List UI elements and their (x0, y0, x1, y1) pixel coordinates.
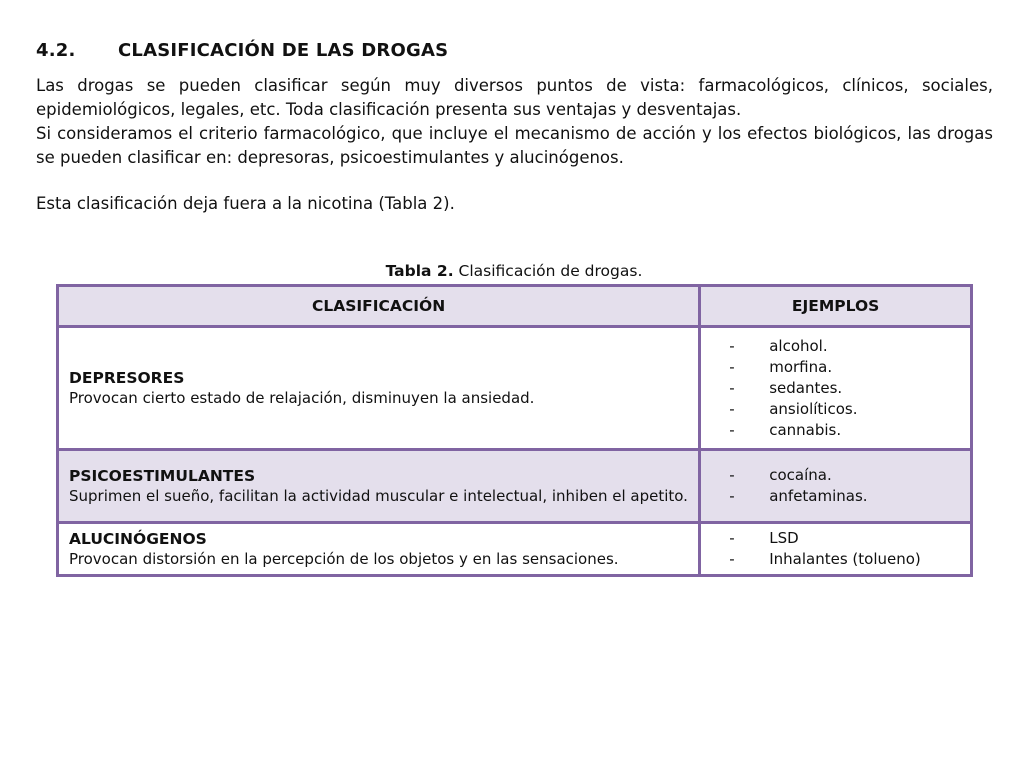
table-header-row (58, 286, 972, 327)
examples-list (711, 465, 960, 507)
intro-paragraph-3: Esta clasificación deja fuera a la nicotina (Tabla 2). (36, 194, 455, 213)
category-name: PSICOESTIMULANTES (69, 467, 256, 485)
table-row (58, 523, 972, 576)
examples-list (711, 528, 960, 570)
section-number: 4.2. (36, 40, 76, 61)
dash-bullet: - (729, 357, 735, 376)
table-row (58, 327, 972, 450)
example-text: Inhalantes (tolueno) (769, 550, 921, 568)
dash-bullet: - (729, 466, 735, 484)
table-row (58, 450, 972, 523)
intro-text (36, 74, 993, 216)
example-text: anfetaminas. (769, 487, 868, 505)
category-description: Suprimen el sueño, facilitan la actividad muscular e intelectual, inhiben el apetito. (69, 487, 688, 505)
list-item (729, 336, 960, 357)
example-text: LSD (769, 529, 799, 547)
dash-bullet: - (729, 420, 735, 439)
example-text: sedantes. (769, 378, 843, 397)
examples-list (711, 336, 960, 441)
list-item (729, 420, 960, 441)
intro-paragraph-1: Las drogas se pueden clasificar según muy diversos puntos de vista: farmacológicos, clínicos, sociales, epidemiológicos, legales, etc. Toda clasificación presenta sus ventajas y desventajas. (36, 76, 993, 119)
dash-bullet: - (729, 378, 735, 397)
category-description: Provocan distorsión en la percepción de los objetos y en las sensaciones. (69, 550, 619, 568)
list-item (729, 549, 960, 570)
list-item (729, 399, 960, 420)
category-name: ALUCINÓGENOS (69, 530, 207, 548)
list-item (729, 465, 960, 486)
category-description: Provocan cierto estado de relajación, disminuyen la ansiedad. (69, 389, 535, 407)
dash-bullet: - (729, 487, 735, 505)
header-classification: CLASIFICACIÓN (58, 286, 700, 327)
dash-bullet: - (729, 529, 735, 547)
examples-cell (700, 327, 972, 450)
list-item (729, 378, 960, 399)
example-text: alcohol. (769, 336, 828, 355)
classification-cell (58, 327, 700, 450)
example-text: cannabis. (769, 420, 842, 439)
table-caption-label: Tabla 2. (385, 262, 454, 280)
list-item (729, 486, 960, 507)
example-text: cocaína. (769, 466, 832, 484)
example-text: ansiolíticos. (769, 399, 858, 418)
example-text: morfina. (769, 357, 833, 376)
examples-cell (700, 450, 972, 523)
dash-bullet: - (729, 336, 735, 355)
classification-cell (58, 450, 700, 523)
section-title: CLASIFICACIÓN DE LAS DROGAS (118, 40, 449, 61)
intro-paragraph-2: Si consideramos el criterio farmacológico, que incluye el mecanismo de acción y los efectos biológicos, las drogas se pueden clasificar en: depresoras, psicoestimulantes y alucinógenos. (36, 124, 993, 167)
drug-classification-table (56, 284, 973, 577)
table-caption-text: Clasificación de drogas. (453, 262, 643, 280)
category-name: DEPRESORES (69, 369, 185, 387)
header-examples: EJEMPLOS (700, 286, 972, 327)
examples-cell (700, 523, 972, 576)
table-caption (56, 262, 972, 280)
section-heading (36, 40, 448, 61)
dash-bullet: - (729, 399, 735, 418)
list-item (729, 528, 960, 549)
dash-bullet: - (729, 550, 735, 568)
list-item (729, 357, 960, 378)
classification-cell (58, 523, 700, 576)
